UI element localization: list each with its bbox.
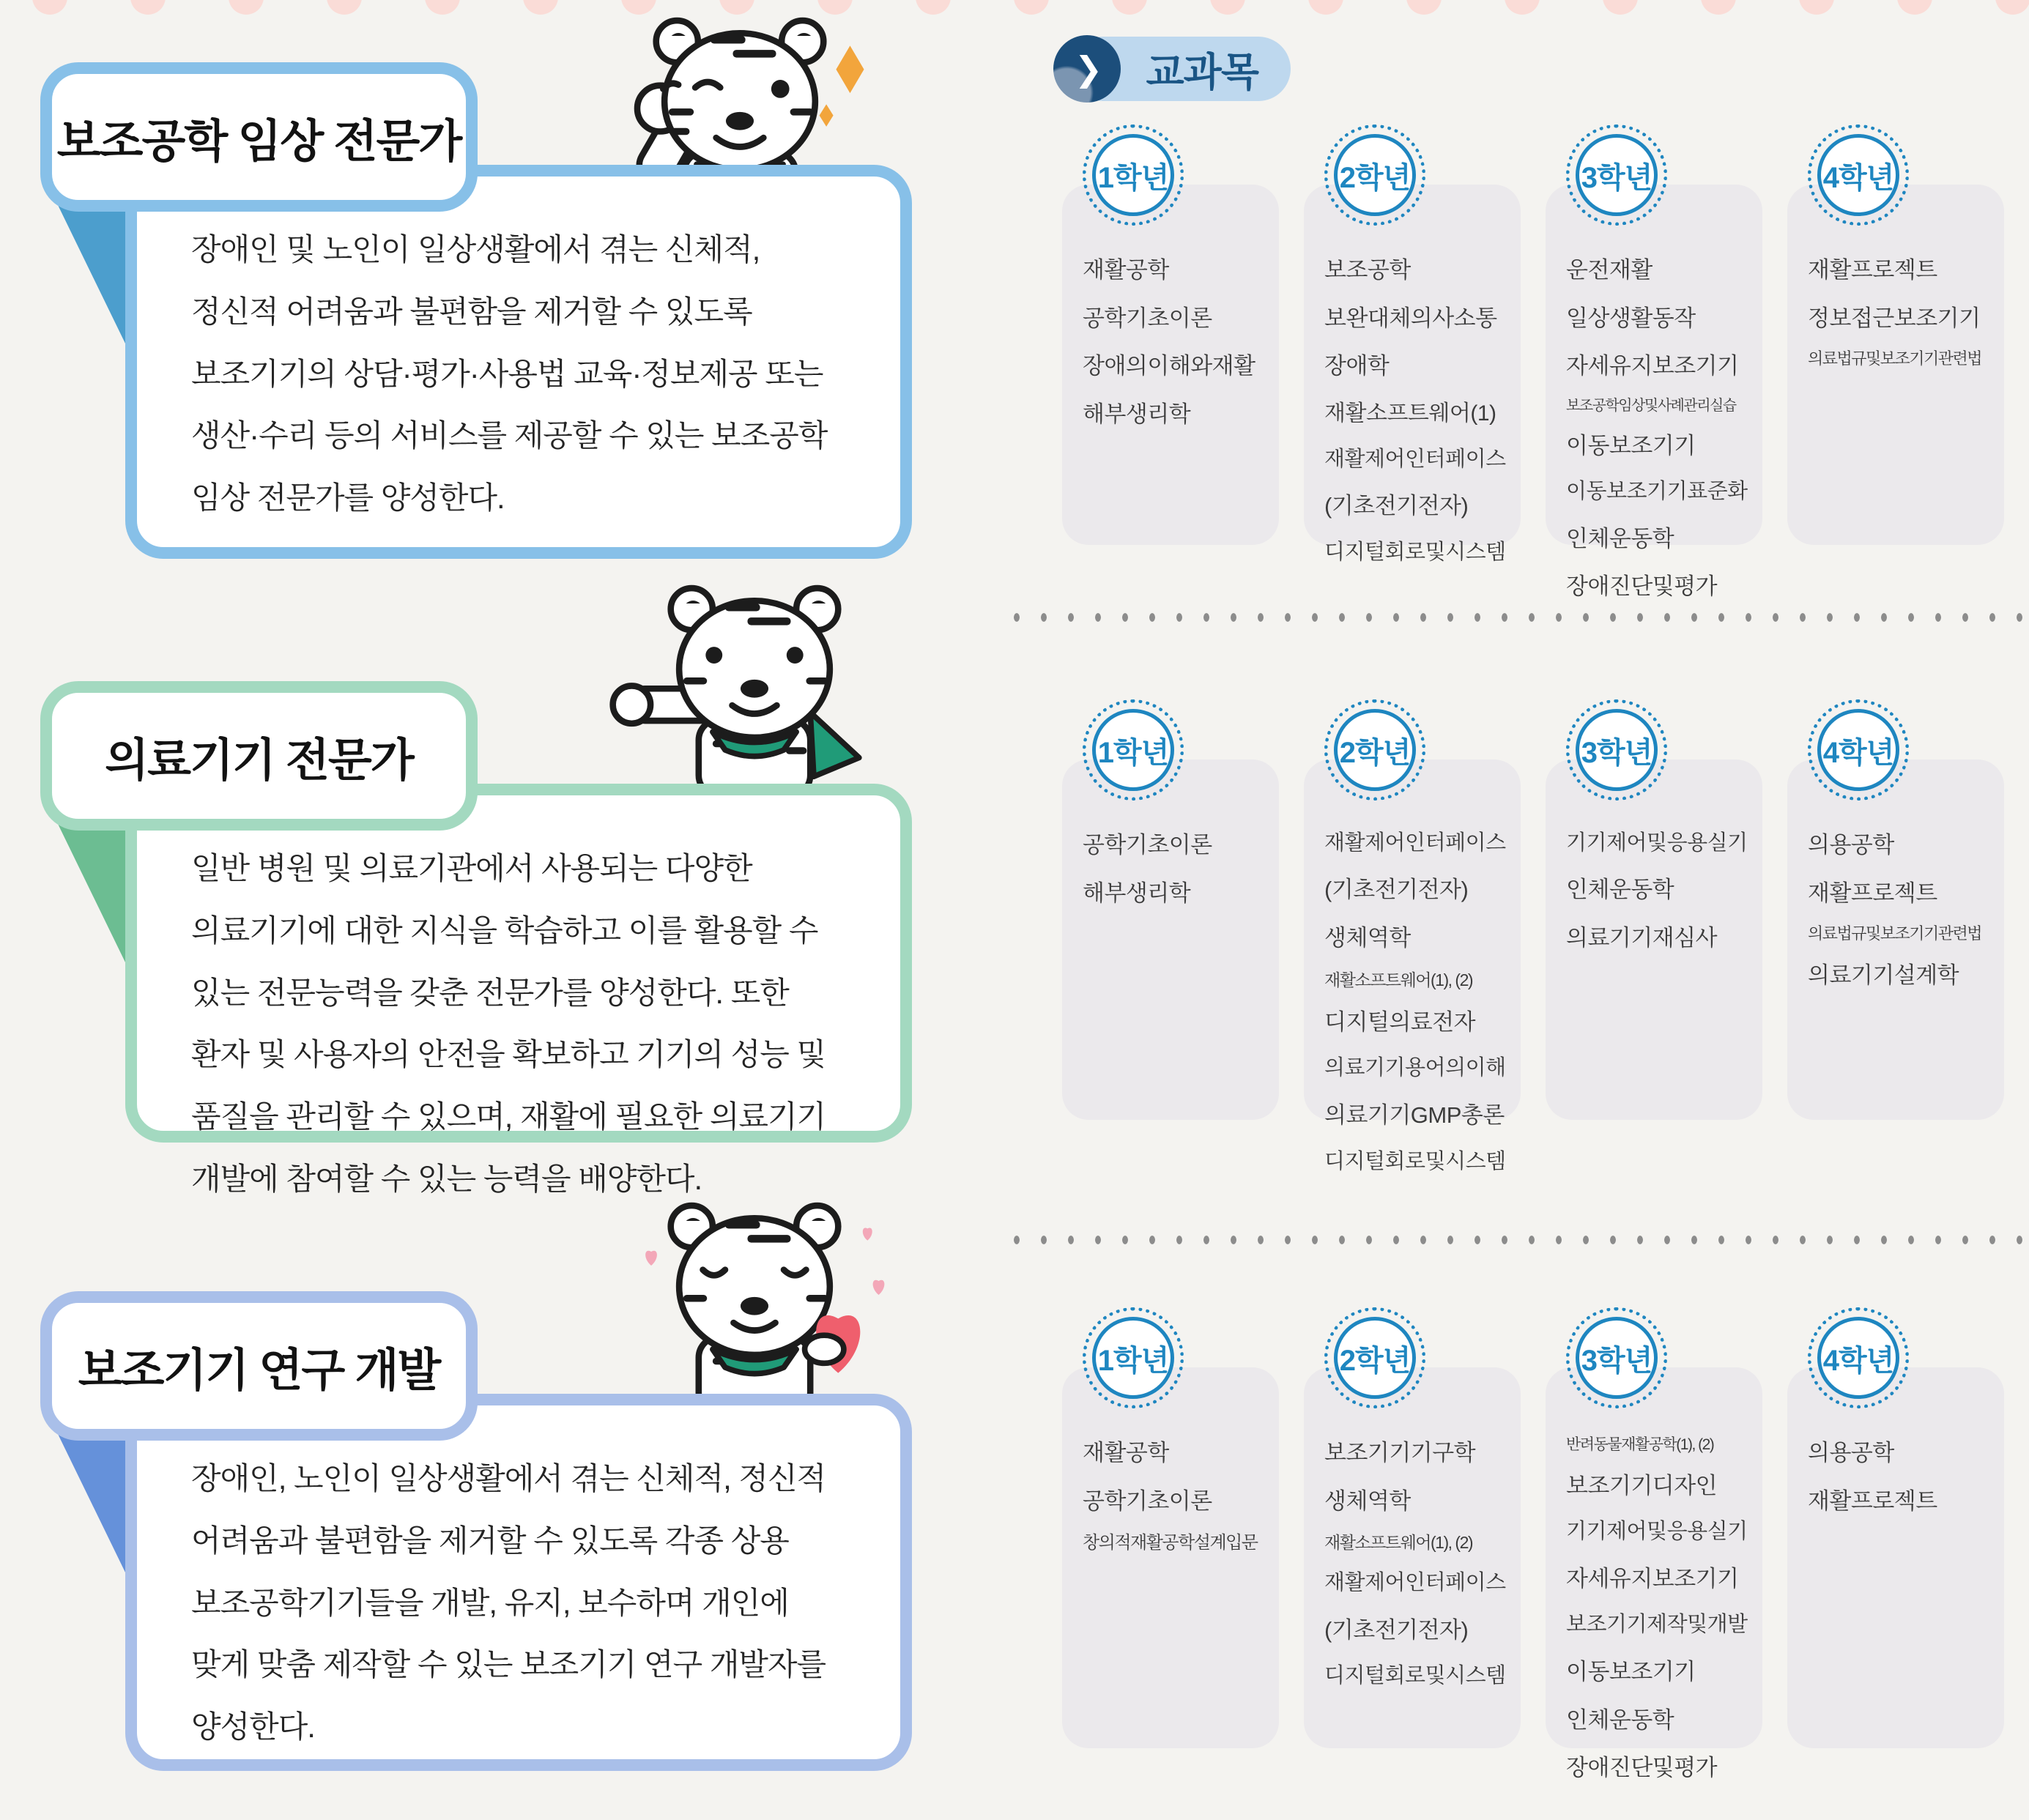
year-badge-label: 3학년 (1576, 1317, 1658, 1399)
career-title: 보조기기 연구 개발 (78, 1345, 440, 1396)
course-item: 공학기초이론 (1083, 305, 1212, 331)
year-column-4 (1787, 699, 2004, 1120)
course-item: 인체운동학 (1566, 525, 1674, 551)
sparkle-small-icon (820, 104, 834, 126)
course-list-box (1304, 1367, 1521, 1748)
course-item: 재활소프트웨어(1), (2) (1324, 970, 1473, 989)
career-description: 장애인 및 노인이 일상생활에서 겪는 신체적, 정신적 어려움과 불편함을 제거할 수 있도록 보조기기의 상담·평가·사용법 교육·정보제공 또는 생산·수리 등의 서비스를 제공할 수 있는 보조공학 임상 전문가를 양성한다. (191, 232, 828, 516)
year-badge (1083, 1307, 1184, 1408)
scallop-dot (1603, 0, 1638, 15)
scallop-dot (32, 0, 67, 15)
course-item: 재활공학 (1083, 257, 1169, 283)
scallop-dot (1799, 0, 1834, 15)
curriculum-row-assistive-rnd (1062, 1307, 2029, 1820)
course-item: 보완대체의사소통 (1324, 305, 1497, 331)
year-badge-label: 2학년 (1334, 1317, 1416, 1399)
year-badge-label: 2학년 (1334, 709, 1416, 791)
small-heart-icon (873, 1280, 885, 1295)
small-heart-icon (863, 1228, 872, 1241)
scallop-dot (916, 0, 951, 15)
course-item: 의료기기재심사 (1566, 925, 1718, 951)
course-list-box (1546, 1367, 1762, 1781)
year-badge-label: 4학년 (1817, 1317, 1899, 1399)
year-column-1 (1062, 699, 1279, 1120)
course-item: 반려동물재활공학(1), (2) (1566, 1436, 1714, 1453)
scallop-dot (1014, 0, 1049, 15)
course-item: (기초전기전자) (1324, 877, 1469, 903)
course-item: 보조기기기구학 (1324, 1440, 1476, 1466)
scallop-dot (1505, 0, 1540, 15)
course-item: 보조공학 (1324, 257, 1411, 283)
curriculum-section-header (1053, 35, 1302, 104)
year-badge (1808, 1307, 1909, 1408)
scallop-dot (425, 0, 460, 15)
year-badge-label: 1학년 (1092, 709, 1174, 791)
year-badge-label: 3학년 (1576, 709, 1658, 791)
course-item: 생체역학 (1324, 925, 1411, 951)
career-description: 장애인, 노인이 일상생활에서 겪는 신체적, 정신적 어려움과 불편함을 제거할 수 있도록 각종 상용 보조공학기기들을 개발, 유지, 보수하며 개인에 맞게 맞춤 제작할 수 있는 보조기기 연구 개발자를 양성한다. (191, 1461, 826, 1745)
course-item: 재활프로젝트 (1808, 257, 1937, 283)
course-list-box (1546, 185, 1762, 600)
year-column-2 (1304, 125, 1521, 564)
year-column-2 (1304, 699, 1521, 1173)
year-badge (1324, 125, 1425, 226)
curriculum-row-medical-device (1062, 699, 2029, 1212)
course-item: 의료법규및보조기기관련법 (1808, 349, 1982, 368)
course-item: 해부생리학 (1083, 401, 1191, 428)
course-item: 재활제어인터페이스 (1324, 1571, 1506, 1595)
course-list-box (1304, 759, 1521, 1173)
year-column-3 (1546, 699, 1762, 1120)
year-column-1 (1062, 125, 1279, 545)
course-item: 의용공학 (1808, 1440, 1894, 1466)
course-item: 공학기초이론 (1083, 1487, 1212, 1514)
scallop-dot (130, 0, 166, 15)
career-title: 보조공학 임상 전문가 (56, 116, 461, 167)
year-badge-label: 3학년 (1576, 134, 1658, 216)
scallop-dot (523, 0, 558, 15)
course-item: 재활제어인터페이스 (1324, 831, 1506, 855)
scallop-dot (1701, 0, 1736, 15)
course-item: 의용공학 (1808, 832, 1894, 858)
curriculum-row-assistive-clinical (1062, 125, 2029, 637)
year-badge-label: 1학년 (1092, 1317, 1174, 1399)
course-item: 공학기초이론 (1083, 832, 1212, 858)
year-badge (1566, 125, 1667, 226)
course-item: 재활소프트웨어(1), (2) (1324, 1533, 1473, 1553)
course-item: 재활프로젝트 (1808, 1487, 1937, 1514)
year-badge (1083, 699, 1184, 801)
course-list-box (1304, 185, 1521, 564)
year-column-4 (1787, 1307, 2004, 1748)
career-description-box (125, 784, 912, 1197)
chevron-circle-icon: ❯ (1053, 35, 1121, 103)
course-item: 생체역학 (1324, 1487, 1411, 1514)
course-item: 보조공학임상및사례관리실습 (1566, 398, 1736, 415)
year-badge (1808, 699, 1909, 801)
scallop-dot (229, 0, 264, 15)
year-column-3 (1546, 125, 1762, 600)
course-item: 인체운동학 (1566, 877, 1674, 903)
career-title-bubble (40, 681, 478, 831)
year-badge-label: 1학년 (1092, 134, 1174, 216)
career-description: 일반 병원 및 의료기관에서 사용되는 다양한 의료기기에 대한 지식을 학습하고 이를 활용할 수 있는 전문능력을 갖춘 전문가를 양성한다. 또한 환자 및 사용자의 안전을 확보하고 기기의 성능 및 품질을 관리할 수 있으며, 재활에 필요한 의료기기 개발에 참여할 수 있는 능력을 배양한다. (191, 851, 826, 1197)
course-item: 디지털회로및시스템 (1324, 1149, 1506, 1173)
scallop-dot (1897, 0, 1932, 15)
course-list-box (1787, 759, 2004, 1120)
course-item: 운전재활 (1566, 257, 1652, 283)
course-list-box (1546, 759, 1762, 1120)
career-title: 의료기기 전문가 (105, 735, 413, 786)
scallop-dot (1210, 0, 1245, 15)
course-item: 장애학 (1324, 353, 1390, 379)
year-badge (1324, 699, 1425, 801)
year-badge (1083, 125, 1184, 226)
course-item: 장애진단및평가 (1566, 573, 1718, 600)
course-item: 디지털의료전자 (1324, 1009, 1476, 1035)
course-item: 의료기기설계학 (1808, 962, 1959, 989)
year-badge-label: 4학년 (1817, 709, 1899, 791)
career-description-box (125, 165, 912, 559)
course-item: 자세유지보조기기 (1566, 353, 1739, 379)
year-badge (1324, 1307, 1425, 1408)
course-item: 기기제어및응용실기 (1566, 831, 1748, 855)
dotted-divider (1009, 609, 2029, 625)
course-item: 장애의이해와재활 (1083, 353, 1255, 379)
scallop-dot (1112, 0, 1147, 15)
course-item: (기초전기전자) (1324, 1616, 1469, 1643)
course-item: 디지털회로및시스템 (1324, 540, 1506, 564)
course-list-box (1062, 759, 1279, 1120)
scallop-dot (327, 0, 362, 15)
tiger-pointing-icon (608, 568, 901, 787)
scallop-dot (1308, 0, 1343, 15)
year-column-1 (1062, 1307, 1279, 1748)
course-item: 이동보조기기표준화 (1566, 480, 1748, 504)
course-item: 의료법규및보조기기관련법 (1808, 924, 1982, 943)
course-item: 재활프로젝트 (1808, 880, 1937, 906)
course-list-box (1787, 1367, 2004, 1748)
year-column-4 (1787, 125, 2004, 545)
year-badge-label: 2학년 (1334, 134, 1416, 216)
course-item: 일상생활동작 (1566, 305, 1696, 331)
small-heart-icon (645, 1251, 657, 1266)
scallop-dot (1406, 0, 1442, 15)
career-title-bubble (40, 1291, 478, 1441)
course-item: 정보접근보조기기 (1808, 305, 1981, 331)
course-item: 의료기기용어의이해 (1324, 1056, 1506, 1080)
course-item: 의료기기GMP총론 (1324, 1102, 1505, 1128)
course-item: 기기제어및응용실기 (1566, 1520, 1748, 1544)
year-badge (1566, 1307, 1667, 1408)
course-item: 재활제어인터페이스 (1324, 447, 1506, 471)
course-list-box (1787, 185, 2004, 545)
course-item: 보조기기디자인 (1566, 1472, 1718, 1498)
course-list-box (1062, 185, 1279, 545)
course-item: 장애진단및평가 (1566, 1755, 1718, 1781)
course-list-box (1062, 1367, 1279, 1748)
course-item: 재활공학 (1083, 1440, 1169, 1466)
career-title-bubble (40, 62, 478, 212)
career-description-box (125, 1394, 912, 1771)
year-column-3 (1546, 1307, 1762, 1781)
course-item: 디지털회로및시스템 (1324, 1664, 1506, 1688)
course-item: 인체운동학 (1566, 1706, 1674, 1733)
year-badge (1808, 125, 1909, 226)
course-item: 이동보조기기 (1566, 1658, 1696, 1685)
scallop-dot (1995, 0, 2029, 15)
course-item: 창의적재활공학설계입문 (1083, 1533, 1258, 1553)
course-item: 보조기기제작및개발 (1566, 1613, 1748, 1637)
dotted-divider (1009, 1232, 2029, 1248)
tiger-heart-hug-icon (608, 1185, 901, 1405)
course-item: 자세유지보조기기 (1566, 1565, 1739, 1591)
course-item: 재활소프트웨어(1) (1324, 401, 1496, 426)
year-column-2 (1304, 1307, 1521, 1748)
course-item: 해부생리학 (1083, 880, 1191, 906)
year-badge-label: 4학년 (1817, 134, 1899, 216)
year-badge (1566, 699, 1667, 801)
course-item: 이동보조기기 (1566, 432, 1696, 458)
sparkle-icon (836, 45, 864, 93)
course-item: (기초전기전자) (1324, 493, 1469, 519)
section-header-label: 교과목 (1146, 50, 1258, 94)
